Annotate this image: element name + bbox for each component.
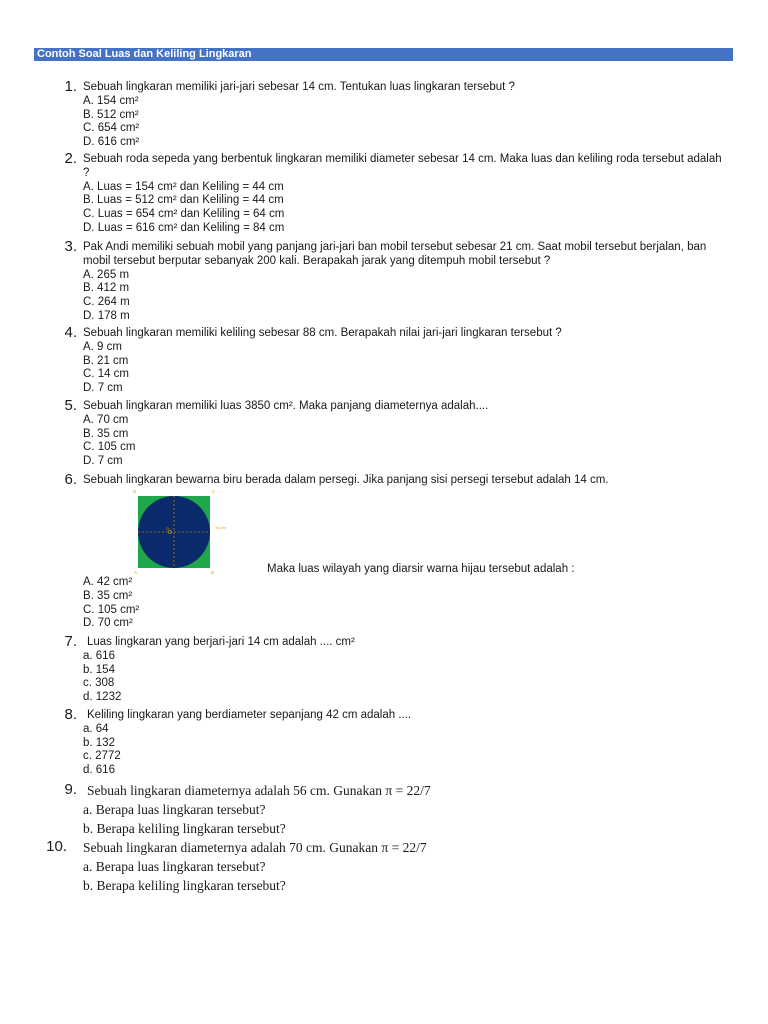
option-c: C. 654 cm² (83, 122, 140, 135)
option-b: B. 35 cm² (83, 589, 133, 602)
question-number: 5. (64, 397, 77, 414)
option-d: D. 616 cm² (83, 136, 140, 149)
option-c: c. 2772 (83, 750, 121, 763)
option-a: A. 70 cm (83, 413, 129, 426)
option-d: d. 616 (83, 764, 115, 777)
option-c: C. Luas = 654 cm² dan Keliling = 64 cm (83, 208, 285, 221)
question-6-caption: Maka luas wilayah yang diarsir warna hijau tersebut adalah : (267, 563, 575, 575)
option-a: a. 64 (83, 722, 109, 735)
option-b: B. 35 cm (83, 427, 129, 440)
question-text: Keliling lingkaran yang berdiameter sepanjang 42 cm adalah .... a. 64 b. 132 c. 2772 d. 616 (83, 709, 723, 778)
question-text: Luas lingkaran yang berjari-jari 14 cm adalah .... cm² a. 616 b. 154 c. 308 d. 1232 (83, 636, 723, 705)
center-label: O (166, 526, 170, 531)
question-text: Sebuah roda sepeda yang berbentuk lingkaran memiliki diameter sebesar 14 cm. Maka luas dan keliling roda tersebut adalah ? A. Luas = 154 cm² dan Keliling = 44 cm B. Luas = 512 cm² dan Keliling = 44 cm C. Luas = 654 cm² dan Keliling = 64 cm D. Luas = 616 cm² dan Keliling = 84 cm (83, 153, 722, 234)
question-text: Pak Andi memiliki sebuah mobil yang panjang jari-jari ban mobil tersebut sebesar 21 cm. Saat mobil tersebut berjalan, ban mobil tersebut berputar sebanyak 200 kali. Berapakah jarak yang ditempuh mobil tersebut ? A. 265 m B. 412 m C. 264 m D. 178 m (83, 241, 723, 324)
option-b: b. 132 (83, 736, 115, 749)
option-d: D. 178 m (83, 309, 130, 322)
question-text: Sebuah lingkaran bewarna biru berada dalam persegi. Jika panjang sisi persegi tersebut adalah 14 cm. (83, 474, 609, 486)
sub-question-a: a. Berapa luas lingkaran tersebut? (83, 859, 266, 874)
question-number: 9. (64, 781, 77, 798)
question-number: 6. (64, 471, 77, 488)
question-number: 1. (64, 78, 77, 95)
option-d: D. 7 cm (83, 455, 123, 468)
option-c: C. 105 cm (83, 441, 136, 454)
option-a: A. 154 cm² (83, 94, 139, 107)
question-text: Sebuah lingkaran diameternya adalah 70 cm. Gunakan π = 22/7 a. Berapa luas lingkaran tersebut? b. Berapa keliling lingkaran tersebut? (83, 838, 723, 895)
option-d: D. 7 cm (83, 382, 123, 395)
question-number: 4. (64, 324, 77, 341)
option-a: a. 616 (83, 649, 115, 662)
side-length-label: 14 cm (215, 525, 226, 530)
sub-question-a: a. Berapa luas lingkaran tersebut? (83, 802, 266, 817)
question-number: 7. (64, 633, 77, 650)
circle-in-square-figure (132, 488, 232, 576)
option-b: B. 512 cm² (83, 108, 139, 121)
option-d: D. Luas = 616 cm² dan Keliling = 84 cm (83, 221, 285, 234)
sub-question-b: b. Berapa keliling lingkaran tersebut? (83, 878, 286, 893)
option-c: c. 308 (83, 677, 115, 690)
option-a: A. 42 cm² (83, 576, 133, 588)
option-b: b. 154 (83, 663, 115, 676)
option-a: A. 9 cm (83, 340, 122, 353)
question-text: Sebuah lingkaran memiliki luas 3850 cm². Maka panjang diameternya adalah.... A. 70 cm B. 35 cm C. 105 cm D. 7 cm (83, 400, 723, 469)
question-number: 3. (64, 238, 77, 255)
question-number: 10. (46, 838, 67, 855)
option-d: D. 70 cm² (83, 617, 133, 630)
option-d: d. 1232 (83, 691, 122, 704)
question-number: 2. (64, 150, 77, 167)
option-c: C. 105 cm² (83, 603, 140, 616)
option-b: B. 21 cm (83, 354, 129, 367)
option-a: A. 265 m (83, 268, 130, 281)
page-header: Contoh Soal Luas dan Keliling Lingkaran (34, 48, 733, 61)
question-text: Sebuah lingkaran memiliki jari-jari sebesar 14 cm. Tentukan luas lingkaran tersebut ? A. 154 cm² B. 512 cm² C. 654 cm² D. 616 cm² (83, 81, 723, 150)
corner-label-a: A (134, 570, 138, 575)
corner-label-b: B (211, 570, 215, 575)
question-text: Sebuah lingkaran diameternya adalah 56 cm. Gunakan π = 22/7 a. Berapa luas lingkaran tersebut? b. Berapa keliling lingkaran tersebut? (83, 781, 723, 838)
corner-label-d: D (133, 489, 137, 494)
option-b: B. Luas = 512 cm² dan Keliling = 44 cm (83, 194, 284, 207)
option-b: B. 412 m (83, 282, 130, 295)
option-a: A. Luas = 154 cm² dan Keliling = 44 cm (83, 180, 284, 193)
question-text: Sebuah lingkaran memiliki keliling sebesar 88 cm. Berapakah nilai jari-jari lingkaran tersebut ? A. 9 cm B. 21 cm C. 14 cm D. 7 cm (83, 327, 723, 396)
option-c: C. 264 m (83, 296, 130, 309)
question-number: 8. (64, 706, 77, 723)
sub-question-b: b. Berapa keliling lingkaran tersebut? (83, 821, 286, 836)
corner-label-c: C (212, 489, 216, 494)
option-c: C. 14 cm (83, 368, 130, 381)
